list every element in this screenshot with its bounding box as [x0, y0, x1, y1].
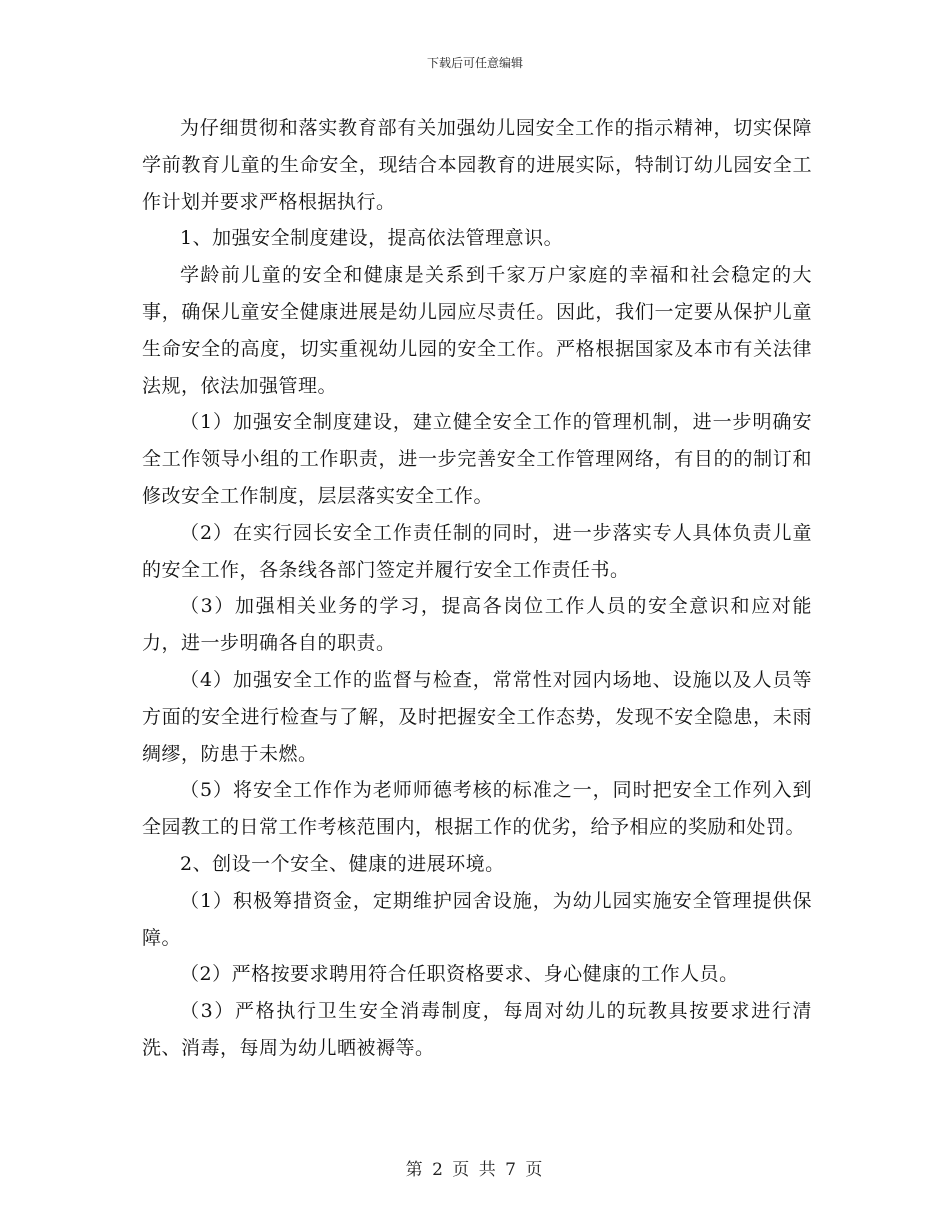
list-item-1-1: （1）加强安全制度建设，建立健全安全工作的管理机制，进一步明确安全工作领导小组的工作职责，进一步完善安全工作管理网络，有目的的制订和修改安全工作制度，层层落实安全工作。 [142, 411, 812, 507]
list-item-1-4: （4）加强安全工作的监督与检查，常常性对园内场地、设施以及人员等方面的安全进行检查与了解，及时把握安全工作态势，发现不安全隐患，未雨绸缪，防患于未燃。 [142, 668, 812, 765]
section-heading-1: 1、加强安全制度建设，提高依法管理意识。 [180, 227, 564, 250]
page-footer: 第 2 页 共 7 页 [405, 1160, 545, 1180]
list-item-1-2: （2）在实行园长安全工作责任制的同时，进一步落实专人具体负责儿童的安全工作，各条线各部门签定并履行安全工作责任书。 [142, 521, 812, 581]
section-heading-2: 2、创设一个安全、健康的进展环境。 [180, 852, 505, 875]
paragraph-section-1: 学龄前儿童的安全和健康是关系到千家万户家庭的幸福和社会稳定的大事，确保儿童安全健康进展是幼儿园应尽责任。因此，我们一定要从保护儿童生命安全的高度，切实重视幼儿园的安全工作。严格根据国家及本市有关法律法规，依法加强管理。 [142, 264, 812, 397]
list-item-2-2: （2）严格按要求聘用符合任职资格要求、身心健康的工作人员。 [180, 963, 739, 986]
list-item-2-3: （3）严格执行卫生安全消毒制度，每周对幼儿的玩教具按要求进行清洗、消毒，每周为幼儿晒被褥等。 [142, 1000, 812, 1059]
list-item-2-1: （1）积极筹措资金，定期维护园舍设施，为幼儿园实施安全管理提供保障。 [142, 889, 812, 949]
page-header: 下载后可任意编辑 [426, 56, 523, 70]
document-body [142, 110, 812, 1067]
list-item-1-5: （5）将安全工作作为老师师德考核的标准之一，同时把安全工作列入到全园教工的日常工作考核范围内，根据工作的优劣，给予相应的奖励和处罚。 [142, 779, 812, 839]
paragraph-intro: 为仔细贯彻和落实教育部有关加强幼儿园安全工作的指示精神，切实保障学前教育儿童的生命安全，现结合本园教育的进展实际，特制订幼儿园安全工作计划并要求严格根据执行。 [142, 117, 812, 213]
list-item-1-3: （3）加强相关业务的学习，提高各岗位工作人员的安全意识和应对能力，进一步明确各自的职责。 [142, 595, 812, 655]
